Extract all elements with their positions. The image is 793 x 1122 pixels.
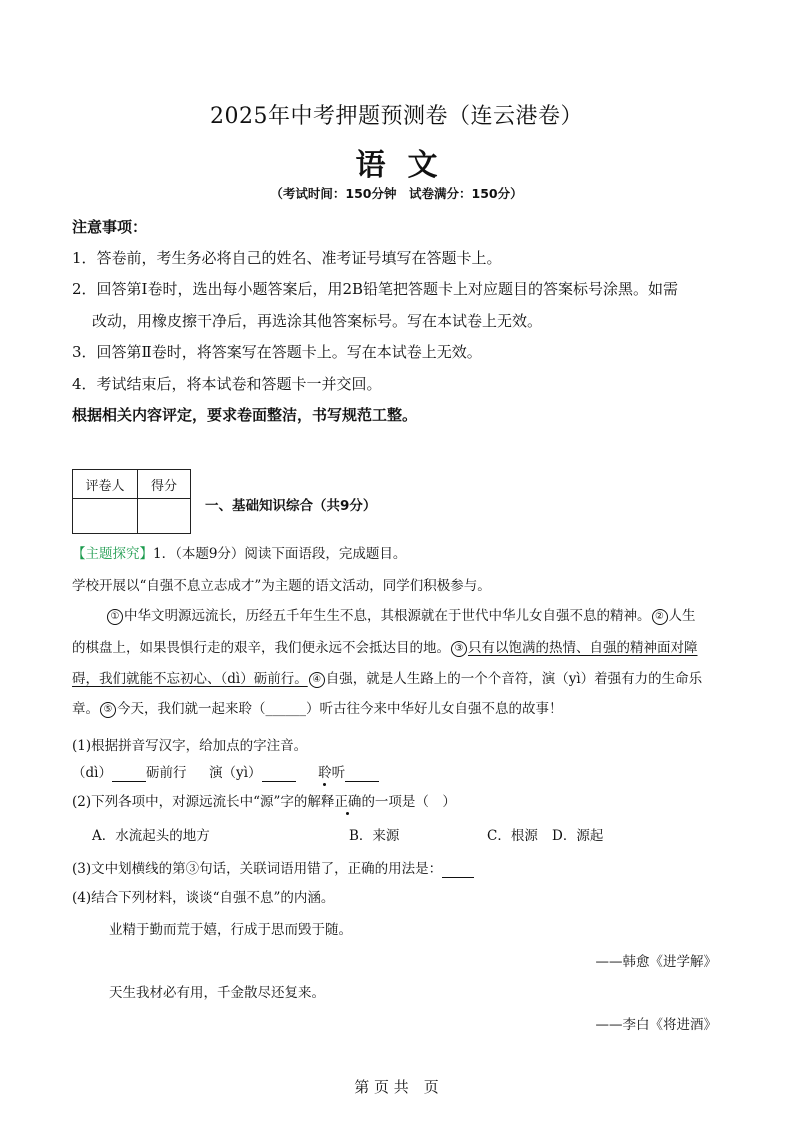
score-label: 得分 [138,470,191,499]
notice-closing: 根据相关内容评定，要求卷面整洁，书写规范工整。 [72,406,418,424]
subquestion-3 [72,857,474,878]
passage-line [72,667,702,688]
sentence-number: ④ [309,672,325,688]
notice-item-continuation: 改动，用橡皮擦干净后，再选涂其他答案标号。写在本试卷上无效。 [92,312,543,330]
underlined-sentence-3-cont: 碍，我们就能不忘初心、（dì）砺前行。 [72,671,308,687]
answer-blank[interactable] [442,861,474,878]
option-c[interactable]: C．根源 [487,828,538,844]
sentence-1: 中华文明源远流长，历经五千年生生不息，其根源就在于世代中华儿女自强不息的精神。 [124,608,651,624]
answer-blank-c[interactable] [345,765,379,782]
question-intro [72,542,406,562]
notice-item: 3．回答第Ⅱ卷时，将答案写在答题卡上。写在本试卷上无效。 [72,343,482,361]
notice-item: 4．考试结束后，将本试卷和答题卡一并交回。 [72,375,382,393]
topic-tag: 【主题探究】 [72,546,153,562]
word-c: 听 [331,765,346,781]
quote-source: ——李白《将进酒》 [595,1017,717,1033]
answer-blank-a[interactable] [112,765,146,782]
option-a[interactable]: A．水流起头的地方 [92,828,210,844]
sentence-number: ② [652,609,668,625]
underlined-sentence-3: 只有以饱满的热情、自强的精神面对障 [468,640,698,656]
grader-label: 评卷人 [73,470,138,499]
notice-heading: 注意事项： [72,218,148,236]
quote-source: ——韩愈《进学解》 [595,954,717,970]
sentence-5: 今天，我们就一起来聆（______）听古往今来中华好儿女自强不息的故事！ [117,701,563,717]
prompt-text: (2)下列各项中，对源远流长中“源”字的解释 [72,794,335,810]
subquestion-1-prompt: (1)根据拼音写汉字，给加点的字注音。 [72,738,308,754]
page-footer: 第 页 共 页 [354,1078,439,1096]
quote: 天生我材必有用，千金散尽还复来。 [109,985,325,1001]
sentence-4-cont: 章。 [72,701,99,717]
pinyin-a: （dì） [72,765,112,781]
sentence-2-cont: 的棋盘上，如果畏惧行走的艰辛，我们便永远不会抵达目的地。 [72,640,450,656]
passage-line [72,636,698,657]
sentence-2: 人生 [668,608,696,624]
subject-heading: 语文 [355,148,460,183]
sentence-4: 自强，就是人生路上的一个个音符，演（yì）着强有力的生命乐 [325,671,703,687]
dotted-char: 聆 [318,761,332,781]
pinyin-b: 演（yì） [209,765,262,781]
option-b[interactable]: B．来源 [349,828,400,844]
answer-blank-b[interactable] [262,765,296,782]
notice-item: 2．回答第Ⅰ卷时，选出每小题答案后，用2B铅笔把答题卡上对应题目的答案标号涂黑。如需 [72,280,679,298]
question-context: 学校开展以“自强不息立志成才”为主题的语文活动，同学们积极参与。 [72,578,491,594]
prompt-text: 的一项是（ ） [361,794,456,810]
sentence-number: ③ [451,641,467,657]
score-cell[interactable] [138,499,191,534]
exam-info: （考试时间：150分钟 试卷满分：150分） [270,186,523,201]
option-d[interactable]: D．源起 [552,828,604,844]
grader-cell[interactable] [73,499,138,534]
section-title: 一、基础知识综合（共9分） [205,498,377,514]
passage-line [106,604,696,625]
exam-title: 2025年中考押题预测卷（连云港卷） [210,104,583,129]
notice-item: 1．答卷前，考生务必将自己的姓名、准考证号填写在答题卡上。 [72,249,502,267]
subquestion-2-prompt [72,790,456,810]
question-instruction: 1．（本题9分）阅读下面语段，完成题目。 [153,546,407,562]
subquestion-4-prompt: (4)结合下列材料，谈谈“自强不息”的内涵。 [72,890,335,906]
subquestion-3-prompt: (3)文中划横线的第③句话，关联词语用错了，正确的用法是： [72,861,443,877]
word-a: 砺前行 [145,765,187,781]
subquestion-1-blanks [72,761,379,782]
sentence-number: ⑤ [100,702,116,718]
quote: 业精于勤而荒于嬉，行成于思而毁于随。 [109,922,352,938]
emphasis-word: 正确 [334,790,361,810]
passage-line [72,697,563,718]
sentence-number: ① [107,609,123,625]
score-table [72,469,191,534]
